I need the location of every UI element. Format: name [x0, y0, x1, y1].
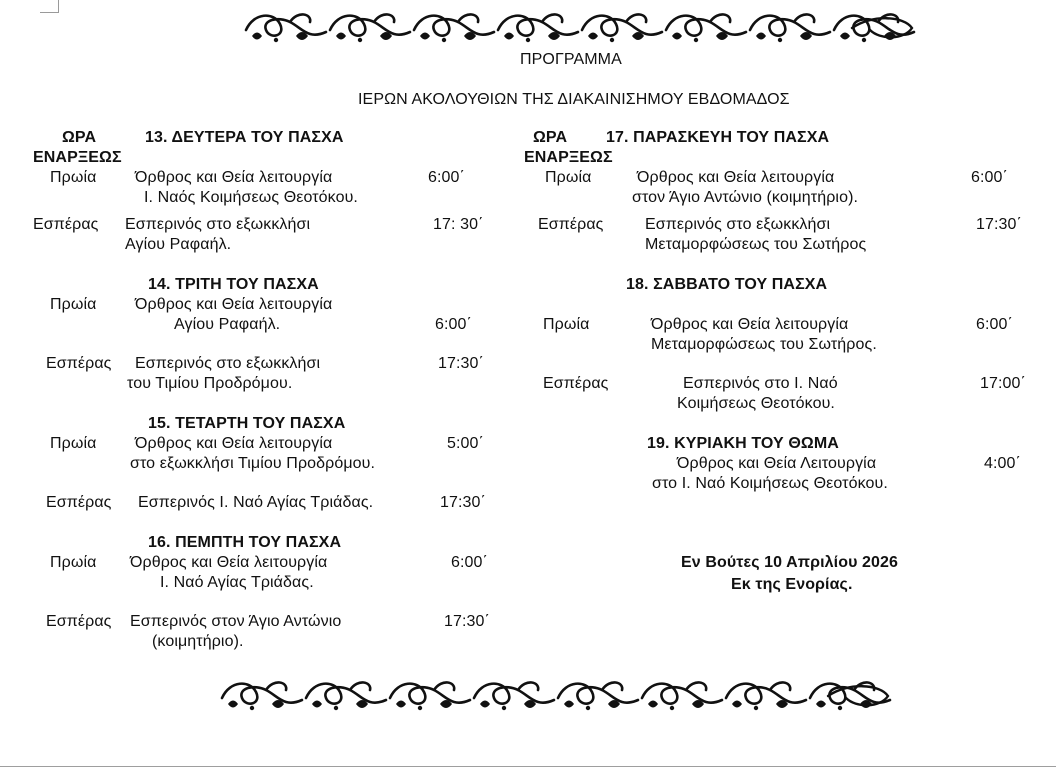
service-time: 6:00΄	[428, 169, 465, 186]
service-time: 4:00΄	[984, 455, 1021, 472]
page-corner-mark	[40, 0, 59, 13]
service-line: στο εξωκκλήσι Τιμίου Προδρόμου.	[130, 455, 376, 472]
period-label: Εσπέρας	[46, 355, 112, 372]
service-line: Ι. Ναός Κοιμήσεως Θεοτόκου.	[144, 189, 358, 206]
service-line: στο Ι. Ναό Κοιμήσεως Θεοτόκου.	[652, 475, 888, 492]
service-time: 5:00΄	[447, 435, 484, 452]
day-title-wednesday: 15. ΤΕΤΑΡΤΗ ΤΟΥ ΠΑΣΧΑ	[148, 415, 346, 432]
period-label: Εσπέρας	[538, 216, 604, 233]
service-line: Όρθρος και Θεία Λειτουργία	[677, 455, 877, 472]
day-title-sunday: 19. ΚΥΡΙΑΚΗ ΤΟΥ ΘΩΜΑ	[647, 435, 839, 452]
period-label: Πρωία	[50, 296, 97, 313]
service-line: Μεταμορφώσεως του Σωτήρος.	[651, 336, 877, 353]
period-label: Πρωία	[50, 169, 97, 186]
service-line: Αγίου Ραφαήλ.	[125, 236, 232, 253]
service-line: Εσπερινός Ι. Ναό Αγίας Τριάδας.	[138, 494, 374, 511]
service-line: (κοιμητήριο).	[152, 633, 244, 650]
service-time: 17:30΄	[976, 216, 1022, 233]
service-line: Εσπερινός στο εξωκκλήσι	[645, 216, 831, 233]
page-title: ΠΡΟΓΡΑΜΜΑ	[520, 51, 622, 68]
service-line: Εσπερινός στο εξωκκλήσι	[125, 216, 311, 233]
service-time: 6:00΄	[451, 554, 488, 571]
footer-signature: Εκ της Ενορίας.	[731, 576, 853, 593]
time-header-right-1: ΩΡΑ	[533, 129, 568, 146]
service-line: Όρθρος και Θεία λειτουργία	[135, 435, 333, 452]
service-line: Όρθρος και Θεία λειτουργία	[135, 169, 333, 186]
period-label: Πρωία	[50, 435, 97, 452]
service-line: Όρθρος και Θεία λειτουργία	[637, 169, 835, 186]
service-line: Εσπερινός στον Άγιο Αντώνιο	[130, 613, 342, 630]
service-time: 17:30΄	[440, 494, 486, 511]
day-title-friday: 17. ΠΑΡΑΣΚΕΥΗ ΤΟΥ ΠΑΣΧΑ	[606, 129, 830, 146]
service-time: 17:30΄	[438, 355, 484, 372]
service-line: Εσπερινός στο Ι. Ναό	[683, 375, 838, 392]
footer-place-date: Εν Βούτες 10 Απριλίου 2026	[681, 554, 899, 571]
page-bottom-divider	[0, 766, 1056, 767]
day-title-monday: 13. ΔΕΥΤΕΡΑ ΤΟΥ ΠΑΣΧΑ	[145, 129, 344, 146]
service-line: Όρθρος και Θεία λειτουργία	[130, 554, 328, 571]
day-title-tuesday: 14. ΤΡΙΤΗ ΤΟΥ ΠΑΣΧΑ	[148, 276, 319, 293]
period-label: Πρωία	[543, 316, 590, 333]
service-line: στον Άγιο Αντώνιο (κοιμητήριο).	[632, 189, 859, 206]
service-line: του Τιμίου Προδρόμου.	[127, 375, 293, 392]
service-time: 6:00΄	[971, 169, 1008, 186]
service-time: 6:00΄	[435, 316, 472, 333]
service-line: Όρθρος και Θεία λειτουργία	[651, 316, 849, 333]
ornament-top-icon	[240, 6, 922, 48]
service-line: Μεταμορφώσεως του Σωτήρος	[645, 236, 867, 253]
time-header-right-2: ΕΝΑΡΞΕΩΣ	[524, 149, 613, 166]
period-label: Πρωία	[50, 554, 97, 571]
service-line: Κοιμήσεως Θεοτόκου.	[677, 395, 835, 412]
service-time: 17:30΄	[444, 613, 490, 630]
service-line: Ι. Ναό Αγίας Τριάδας.	[160, 574, 314, 591]
page-subtitle: ΙΕΡΩΝ ΑΚΟΛΟΥΘΙΩΝ ΤΗΣ ΔΙΑΚΑΙΝΙΣΗΜΟΥ ΕΒΔΟΜΑΔΟΣ	[358, 91, 790, 108]
service-line: Αγίου Ραφαήλ.	[174, 316, 281, 333]
time-header-left-1: ΩΡΑ	[62, 129, 97, 146]
service-time: 6:00΄	[976, 316, 1013, 333]
day-title-thursday: 16. ΠΕΜΠΤΗ ΤΟΥ ΠΑΣΧΑ	[148, 534, 342, 551]
day-title-saturday: 18. ΣΑΒΒΑΤΟ ΤΟΥ ΠΑΣΧΑ	[626, 276, 828, 293]
period-label: Εσπέρας	[33, 216, 99, 233]
ornament-bottom-icon	[212, 674, 902, 716]
time-header-left-2: ΕΝΑΡΞΕΩΣ	[33, 149, 122, 166]
period-label: Εσπέρας	[46, 494, 112, 511]
service-line: Όρθρος και Θεία λειτουργία	[135, 296, 333, 313]
service-time: 17: 30΄	[433, 216, 484, 233]
service-time: 17:00΄	[980, 375, 1026, 392]
period-label: Πρωία	[545, 169, 592, 186]
service-line: Εσπερινός στο εξωκκλήσι	[135, 355, 321, 372]
period-label: Εσπέρας	[46, 613, 112, 630]
period-label: Εσπέρας	[543, 375, 609, 392]
